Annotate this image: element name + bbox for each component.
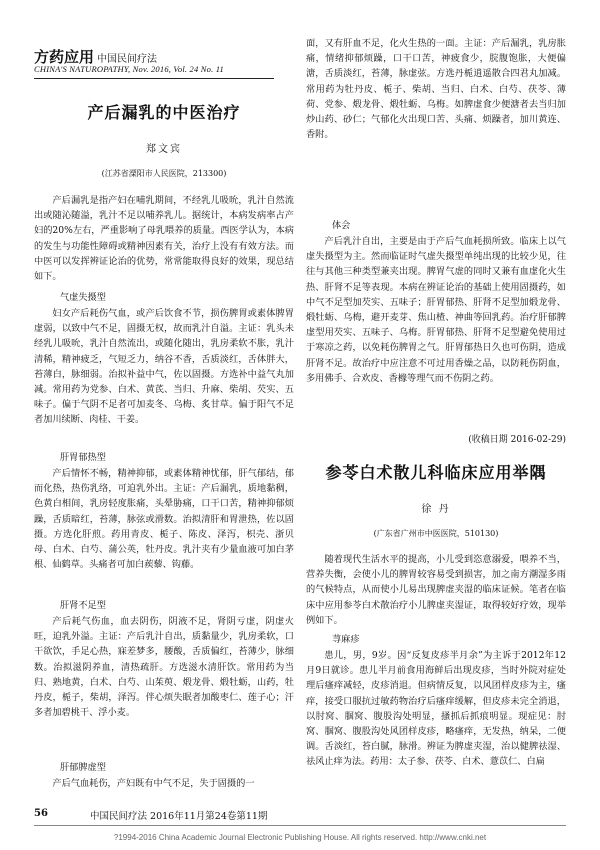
section-heading-tihui: 体会	[332, 220, 351, 231]
article1-title: 产后漏乳的中医治疗	[87, 103, 241, 122]
article1-affiliation: (江苏省溧阳市人民医院，213300)	[101, 169, 227, 178]
article1-author: 郑文宾	[146, 144, 182, 155]
journal-name: 中国民间疗法	[97, 54, 158, 65]
article2-author: 徐 丹	[421, 504, 451, 515]
section-heading-xunmazhen: 荨麻疹	[332, 634, 360, 645]
article2-affiliation: (广东省广州市中医医院，510130)	[373, 529, 499, 538]
section-heading-ganyu: 肝郁脾虚型	[60, 762, 106, 773]
article1-qixu-paragraph: 妇女产后耗伤气血，或产后饮食不节，损伤脾胃或素体脾胃虚弱，以致中气不足，固摄无权，故而乳汁自溢。主证：乳头未经乳儿吸吮，乳汁自然流出，或随化随出，乳房柔软不胀，乳汁清稀，精神疲乏，气短乏力，纳谷不香，舌质淡红，舌体胖大，苔薄白，脉细弱。治拟补益中气，佐以固摄。方选补中益气丸加减。常用药为党参、白术、黄芪、当归、升麻、柴胡、芡实、五味子。偏于气阴不足者可加麦冬、乌梅、炙甘草。偏于阳气不足者加川续断、肉桂、干姜。	[34, 308, 294, 426]
article2-case-paragraph: 患儿，男，9岁。因“反复皮疹半月余”为主诉于2012年12月9日就诊。患儿半月前食用海鲜后出现皮疹，当时外院对症处理后瘙痒减轻，皮疹消退。但病情反复，以风团样皮疹为主，瘙痒，接受口服抗过敏药物治疗后瘙痒缓解，但皮疹未完全消退，以肘窝、腘窝、腹股沟处明显，搔抓后抓痕明显。现症见：肘窝、腘窝、腹股沟处风团样皮疹，略瘙痒，无发热，纳呆，二便调。舌淡红，苔白腻，脉滑。辨证为脾虚夹湿，治以健脾祛湿、祛风止痒为法。药用：太子参、茯苓、白术、薏苡仁、白扁	[306, 650, 566, 768]
footer-journal-info: 中国民间疗法 2016年11月第24卷第11期	[90, 811, 268, 822]
page-number: 56	[34, 808, 48, 819]
article1-intro-paragraph: 产后漏乳是指产妇在哺乳期间，不经乳儿吸吮，乳汁自然流出或随沁随溢，乳汁不足以哺养乳儿。据统计，本病发病率占产妇的20%左右，严重影响了母乳喂养的质量。西医学认为，本病的发生与功能性障碍或精神因素有关，治疗上没有有效方法。而中医可以发挥辨证论治的优势，常常能取得良好的效果，现总结如下。	[34, 195, 294, 283]
article1-ganyu-paragraph: 产后气血耗伤，产妇既有中气不足，失于固摄的一	[52, 778, 255, 789]
article1-ganshen-paragraph: 产后耗气伤血，血去阴伤，阴液不足，肾阴亏虚，阴虚火旺，迫乳外溢。主证：产后乳汁自出，质黏量少，乳房柔软，口干欲饮，手足心热，寐差梦多，腰酸，舌质偏红，苔薄少，脉细数。治拟滋阴养血，清热疏肝。方选滋水清肝饮。常用药为当归、熟地黄，白术、白芍、山茱萸、煅龙骨、煅牡蛎，山药，牡丹皮，栀子，柴胡，泽泻。伴心烦失眠者加酸枣仁、莲子心；汗多者加碧桃干、浮小麦。	[34, 616, 294, 719]
article2-intro-paragraph: 随着现代生活水平的提高，小儿受到恣意溺爱，喂养不当，营养失衡，会使小儿的脾胃较容易受到损害，加之南方潮湿多雨的气候特点，从而使小儿易出现脾虚夹湿的临床证候。笔者在临床中应用参苓白术散治疗小儿脾虚夹湿证，取得较好疗效，现举例如下。	[306, 554, 566, 626]
journal-english-line: CHINA'S NATUROPATHY, Nov. 2016, Vol. 24 No. 11	[34, 64, 225, 74]
article1-continued-paragraph: 面，又有肝血不足，化火生热的一面。主证：产后漏乳，乳房胀痛，情绪抑郁烦躁，口干口苦，神疲食少，脘腹饱胀，大便偏溏，舌质淡红，苔薄，脉虚弦。方选丹栀逍遥散合四君丸加减。常用药为牡丹皮、栀子、柴胡、当归、白术、白芍、茯苓、薄荷、党参、煅龙骨、煅牡蛎、乌梅。如脾虚食少便溏者去当归加炒山药、砂仁；气郁化火出现口苦、头痛、烦躁者，加川黄连、香附。	[306, 38, 566, 141]
section-heading-qixu: 气虚失摄型	[60, 292, 106, 303]
journal-section: 方药应用	[34, 48, 95, 66]
section-heading-gangwei: 肝胃郁热型	[60, 452, 106, 463]
copyright-notice: ?1994-2016 China Academic Journal Electronic Publishing House. All rights reserved. http://www.cnki.net	[113, 833, 487, 842]
section-heading-ganshen: 肝肾不足型	[60, 600, 106, 611]
article1-tihui-paragraph: 产后乳汁自出，主要是由于产后气血耗损所致。临床上以气虚失摄型为主。然而临证时气虚失摄型单纯出现的比较少见，往往与其他三种类型兼夹出现。脾胃气虚的同时又兼有血虚化火生热、肝肾不足等表现。本病在辨证论治的基础上使用固摄药，如中气不足型加芡实、五味子；肝胃郁热、肝肾不足型加煅龙骨、煅牡蛎、乌梅，避开麦芽、焦山楂、神曲等回乳药。治疗肝郁脾虚型用芡实、五味子、乌梅。肝胃郁热、肝肾不足型避免使用过于寒凉之药，以免耗伤脾胃之气。肝胃郁热日久也可伤阴，造成肝肾不足。故治疗中应注意不可过用香燥之品，以防耗伤阴血，多用佛手、合欢皮、香橼等理气而不伤阴之药。	[306, 236, 566, 384]
header-divider	[34, 78, 274, 79]
footer-divider	[34, 825, 566, 826]
article1-received-date: (收稿日期 2016-02-29)	[468, 435, 566, 445]
article1-gangwei-paragraph: 产后情怀不畅，精神抑郁，或素体精神忧郁，肝气郁结，郁而化热，热伤乳络，可迫乳外出。主证：产后漏乳，质地黏稠，色黄白相间，乳房轻度胀痛，头晕胁痛，口干口苦，精神抑郁烦躁，舌质暗红，苔薄，脉弦或滑数。治拟清肝和胃泄热，佐以固摄。方选化肝煎。药用青皮、栀子、陈皮、泽泻，枳壳、浙贝母、白术、白芍、蒲公英，牡丹皮。乳汁夹有少量血液可加白茅根、仙鹤草。头痛者可加白蒺藜、钩藤。	[34, 468, 294, 571]
article2-title: 参苓白术散儿科临床应用举隅	[325, 463, 547, 482]
